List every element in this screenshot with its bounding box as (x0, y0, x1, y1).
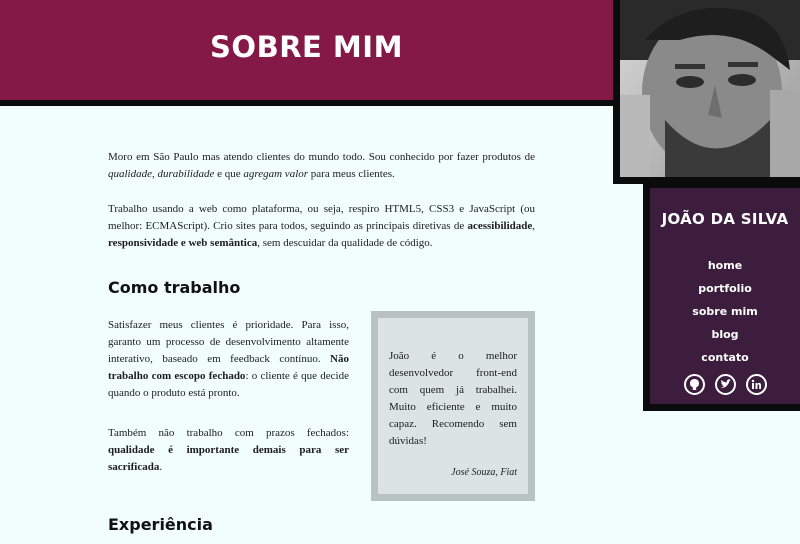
testimonial-author: José Souza, Fiat (451, 467, 517, 478)
profile-photo-frame (613, 0, 800, 184)
intro-paragraph-1: Moro em São Paulo mas atendo clientes do mundo todo. Sou conhecido por fazer produtos de qualidade, durabilidade e que agregam valor para meus clientes. (108, 151, 535, 180)
nav-sobre-mim[interactable]: sobre mim (692, 305, 758, 318)
social-links (650, 374, 800, 395)
page-header (0, 0, 613, 106)
github-icon[interactable] (684, 374, 705, 395)
testimonial-box (371, 311, 535, 501)
como-paragraph-1: Satisfazer meus clientes é prioridade. Para isso, garanto um processo de desenvolvimento altamente interativo, baseado em feedback contínuo. Não trabalho com escopo fechado: o cliente é que decide quando o produto está pronto. (108, 319, 349, 399)
sidebar (643, 181, 800, 411)
nav-home[interactable]: home (707, 259, 743, 272)
nav-portfolio[interactable]: portfolio (698, 282, 752, 295)
sidebar-name: JOÃO DA SILVA (661, 210, 789, 228)
sidebar-panel (650, 188, 800, 404)
testimonial-panel (378, 318, 528, 494)
page-title: SOBRE MIM (210, 30, 403, 64)
linkedin-icon[interactable] (746, 374, 767, 395)
twitter-icon[interactable] (715, 374, 736, 395)
nav-contato[interactable]: contato (701, 351, 749, 364)
profile-photo (620, 0, 800, 177)
como-paragraph-2: Também não trabalho com prazos fechados: qualidade é importante demais para ser sacrificada. (108, 427, 349, 473)
intro-paragraph-2: Trabalho usando a web como plataforma, ou seja, respiro HTML5, CSS3 e JavaScript (ou melhor: ECMAScript). Crio sites para todos, seguindo as principais diretivas de acessibilidade, responsividade e web semântica, sem descuidar da qualidade de código. (108, 203, 535, 249)
sidebar-nav (650, 258, 800, 373)
experiencia-heading: Experiência (108, 515, 213, 534)
nav-blog[interactable]: blog (711, 328, 739, 341)
testimonial-text: João é o melhor desenvolvedor front-end com quem já trabalhei. Muito eficiente e muito capaz. Recomendo sem dúvidas! (389, 350, 517, 447)
como-trabalho-heading: Como trabalho (108, 278, 241, 297)
